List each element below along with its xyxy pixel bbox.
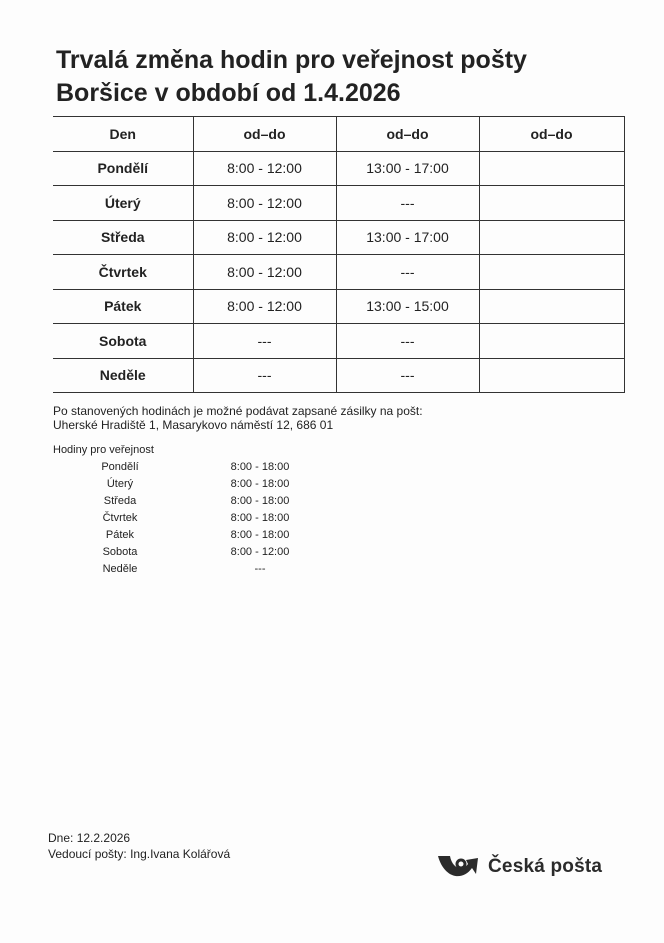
row-interval-1: 8:00 - 12:00 (193, 255, 336, 290)
hours-day: Úterý (106, 478, 134, 490)
row-interval-1: 8:00 - 12:00 (193, 289, 336, 324)
row-interval-3 (479, 255, 624, 290)
row-interval-2: 13:00 - 17:00 (336, 220, 479, 255)
row-day: Úterý (53, 186, 193, 221)
public-hours-list (60, 461, 360, 580)
row-interval-1: 8:00 - 12:00 (193, 151, 336, 186)
table-row (53, 324, 624, 359)
list-item (60, 529, 360, 546)
hours-time: 8:00 - 18:00 (230, 495, 290, 507)
manager-line (48, 846, 230, 862)
row-interval-1: 8:00 - 12:00 (193, 220, 336, 255)
logo-text: Česká pošta (488, 856, 603, 877)
table-row (53, 186, 624, 221)
hours-time: 8:00 - 12:00 (230, 546, 290, 558)
table-header-row (53, 117, 624, 152)
row-day: Pátek (53, 289, 193, 324)
header-interval-2: od–do (336, 117, 479, 152)
row-interval-1: --- (193, 358, 336, 393)
note-line-1: Po stanovených hodinách je možné podávat zapsané zásilky na pošt: (53, 404, 423, 418)
signature-block (48, 830, 230, 862)
table-row (53, 255, 624, 290)
opening-hours-table (53, 116, 625, 393)
hours-day: Středa (103, 495, 137, 507)
row-day: Neděle (53, 358, 193, 393)
hours-time: --- (254, 563, 266, 575)
row-interval-3 (479, 186, 624, 221)
row-day: Středa (53, 220, 193, 255)
hours-time: 8:00 - 18:00 (230, 461, 290, 473)
row-day: Sobota (53, 324, 193, 359)
table-row (53, 289, 624, 324)
title-line-2: Boršice v období od 1.4.2026 (56, 79, 401, 107)
hours-day: Sobota (102, 546, 138, 558)
hours-time: 8:00 - 18:00 (230, 478, 290, 490)
manager-label: Vedoucí pošty: (48, 847, 127, 861)
hours-time: 8:00 - 18:00 (230, 512, 290, 524)
row-interval-2: --- (336, 186, 479, 221)
date-label: Dne: (48, 831, 74, 845)
hours-time: 8:00 - 18:00 (230, 529, 290, 541)
ceska-posta-logo (436, 852, 602, 882)
row-interval-3 (479, 220, 624, 255)
header-day: Den (53, 117, 193, 152)
hours-day: Pátek (105, 529, 135, 541)
header-interval-3: od–do (479, 117, 624, 152)
table-row (53, 151, 624, 186)
list-item (60, 546, 360, 563)
row-interval-2: --- (336, 324, 479, 359)
row-interval-2: --- (336, 358, 479, 393)
hours-day: Pondělí (101, 461, 139, 473)
hours-day: Neděle (102, 563, 138, 575)
hours-day: Čtvrtek (102, 512, 138, 524)
list-item (60, 478, 360, 495)
row-interval-2: 13:00 - 15:00 (336, 289, 479, 324)
row-interval-3 (479, 358, 624, 393)
manager-value: Ing.Ivana Kolářová (130, 847, 231, 861)
list-item (60, 461, 360, 478)
row-interval-3 (479, 289, 624, 324)
list-item (60, 495, 360, 512)
row-interval-3 (479, 151, 624, 186)
note-line-2: Uherské Hradiště 1, Masarykovo náměstí 12, 686 01 (53, 418, 334, 432)
table-row (53, 220, 624, 255)
table-row (53, 358, 624, 393)
row-interval-3 (479, 324, 624, 359)
date-value: 12.2.2026 (76, 831, 131, 845)
list-item (60, 563, 360, 580)
document-title (56, 44, 646, 110)
row-day: Čtvrtek (53, 255, 193, 290)
row-interval-1: --- (193, 324, 336, 359)
posthorn-icon (436, 852, 482, 882)
title-line-1: Trvalá změna hodin pro veřejnost pošty (56, 46, 527, 74)
header-interval-1: od–do (193, 117, 336, 152)
row-interval-2: 13:00 - 17:00 (336, 151, 479, 186)
row-day: Pondělí (53, 151, 193, 186)
date-line (48, 830, 230, 846)
after-hours-note (53, 404, 423, 432)
row-interval-2: --- (336, 255, 479, 290)
list-item (60, 512, 360, 529)
public-hours-title: Hodiny pro veřejnost (53, 444, 154, 456)
row-interval-1: 8:00 - 12:00 (193, 186, 336, 221)
